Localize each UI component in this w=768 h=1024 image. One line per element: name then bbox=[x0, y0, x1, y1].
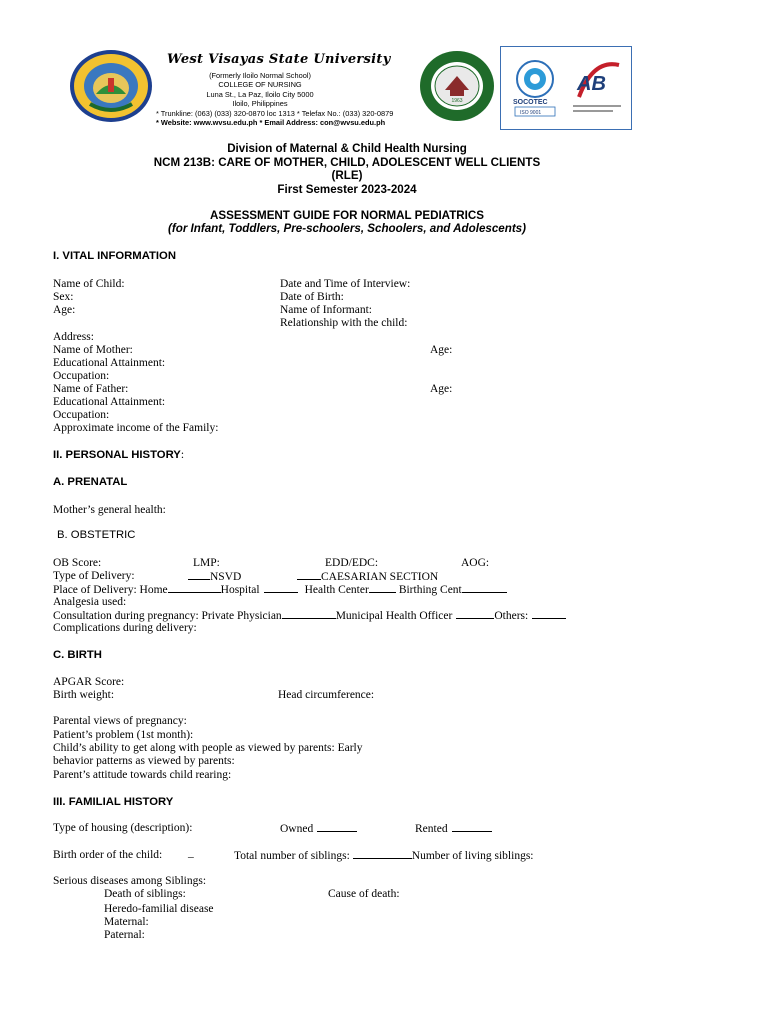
owned-option[interactable]: Owned bbox=[280, 822, 357, 836]
formerly-line: (Formerly Iloilo Normal School) bbox=[209, 71, 311, 80]
course-title: NCM 213B: CARE OF MOTHER, CHILD, ADOLESCENT WELL CLIENTS bbox=[153, 156, 541, 169]
consultation-row: Consultation during pregnancy: Private Physician Municipal Health Officer Others: bbox=[53, 609, 566, 623]
maternal-label: Maternal: bbox=[104, 916, 149, 928]
father-occupation-label: Occupation: bbox=[53, 409, 110, 421]
serious-diseases-label: Serious diseases among Siblings: bbox=[53, 875, 207, 887]
socotec-label: SOCOTEC bbox=[513, 99, 548, 106]
nsvd-option[interactable]: NSVD bbox=[188, 570, 241, 584]
lmp-label: LMP: bbox=[193, 557, 220, 569]
university-seal-logo bbox=[68, 48, 154, 124]
behavior-patterns-label: behavior patterns as viewed by parents: bbox=[53, 755, 235, 767]
rented-option[interactable]: Rented bbox=[415, 822, 492, 836]
apgar-label: APGAR Score: bbox=[53, 676, 125, 688]
seal-year: 1963 bbox=[451, 98, 463, 104]
section-vital-information: I. VITAL INFORMATION bbox=[53, 250, 177, 262]
edd-label: EDD/EDC: bbox=[325, 557, 379, 569]
birth-weight-label: Birth weight: bbox=[53, 689, 115, 701]
place-of-delivery-row: Place of Delivery: Home Hospital Health Center Birthing Cent bbox=[53, 583, 507, 597]
complications-label: Complications during delivery: bbox=[53, 622, 197, 634]
analgesia-label: Analgesia used: bbox=[53, 596, 127, 608]
college-name: COLLEGE OF NURSING bbox=[218, 80, 302, 89]
mother-occupation-label: Occupation: bbox=[53, 370, 110, 382]
father-age-label: Age: bbox=[430, 383, 453, 395]
mother-education-label: Educational Attainment: bbox=[53, 357, 166, 369]
cause-of-death-label: Cause of death: bbox=[328, 888, 400, 900]
father-education-label: Educational Attainment: bbox=[53, 396, 166, 408]
caesarian-option[interactable]: CAESARIAN SECTION bbox=[297, 570, 438, 584]
obstetric-heading: B. OBSTETRIC bbox=[57, 529, 136, 541]
birth-order-label: Birth order of the child: bbox=[53, 849, 163, 861]
patient-problem-label: Patient’s problem (1st month): bbox=[53, 729, 194, 741]
ab-label: AB bbox=[577, 73, 606, 95]
guide-subtitle: (for Infant, Toddlers, Pre-schoolers, Schoolers, and Adolescents) bbox=[168, 222, 526, 235]
type-of-delivery-label: Type of Delivery: bbox=[53, 570, 135, 582]
prenatal-heading: A. PRENATAL bbox=[53, 476, 128, 488]
date-of-birth-label: Date of Birth: bbox=[280, 291, 344, 303]
heredo-familial-label: Heredo-familial disease bbox=[104, 903, 214, 915]
child-ability-label: Child’s ability to get along with people as viewed by parents: Early bbox=[53, 742, 363, 754]
web-email-line: * Website: www.wvsu.edu.ph * Email Address: con@wvsu.edu.ph bbox=[156, 118, 386, 127]
age-label: Age: bbox=[53, 304, 76, 316]
parental-views-label: Parental views of pregnancy: bbox=[53, 715, 187, 727]
aog-label: AOG: bbox=[461, 557, 490, 569]
housing-label: Type of housing (description): bbox=[53, 822, 193, 834]
family-income-label: Approximate income of the Family: bbox=[53, 422, 219, 434]
birth-heading: C. BIRTH bbox=[53, 649, 102, 661]
certification-box bbox=[500, 46, 632, 130]
mother-name-label: Name of Mother: bbox=[53, 344, 133, 356]
phone-line: * Trunkline: (063) (033) 320-0870 loc 1313 * Telefax No.: (033) 320-0879 bbox=[156, 109, 394, 118]
date-interview-label: Date and Time of Interview: bbox=[280, 278, 411, 290]
siblings-row: Total number of siblings: Number of living siblings: bbox=[234, 850, 534, 862]
address-line-2: Iloilo, Philippines bbox=[232, 99, 288, 108]
sex-label: Sex: bbox=[53, 291, 74, 303]
division-title: Division of Maternal & Child Health Nursing bbox=[227, 142, 467, 155]
birth-order-blank[interactable]: _ bbox=[188, 847, 194, 859]
rle-label: (RLE) bbox=[331, 169, 363, 182]
guide-title: ASSESSMENT GUIDE FOR NORMAL PEDIATRICS bbox=[210, 209, 484, 222]
semester-label: First Semester 2023-2024 bbox=[277, 183, 417, 196]
paternal-label: Paternal: bbox=[104, 929, 145, 941]
relationship-label: Relationship with the child: bbox=[280, 317, 408, 329]
section-familial-history: III. FAMILIAL HISTORY bbox=[53, 796, 174, 808]
mother-health-label: Mother’s general health: bbox=[53, 504, 166, 516]
mother-age-label: Age: bbox=[430, 344, 453, 356]
death-of-siblings-label: Death of siblings: bbox=[104, 888, 186, 900]
head-circumference-label: Head circumference: bbox=[278, 689, 375, 701]
address-label: Address: bbox=[53, 331, 94, 343]
name-of-child-label: Name of Child: bbox=[53, 278, 125, 290]
address-line-1: Luna St., La Paz, Iloilo City 5000 bbox=[206, 90, 314, 99]
father-name-label: Name of Father: bbox=[53, 383, 129, 395]
ob-score-label: OB Score: bbox=[53, 557, 102, 569]
iso-label: ISO 9001 bbox=[520, 110, 542, 116]
university-name: West Visayas State University bbox=[167, 52, 391, 67]
informant-label: Name of Informant: bbox=[280, 304, 372, 316]
parent-attitude-label: Parent’s attitude towards child rearing: bbox=[53, 769, 232, 781]
section-personal-history: II. PERSONAL HISTORY: bbox=[53, 449, 185, 461]
college-nursing-seal-logo bbox=[419, 50, 495, 122]
